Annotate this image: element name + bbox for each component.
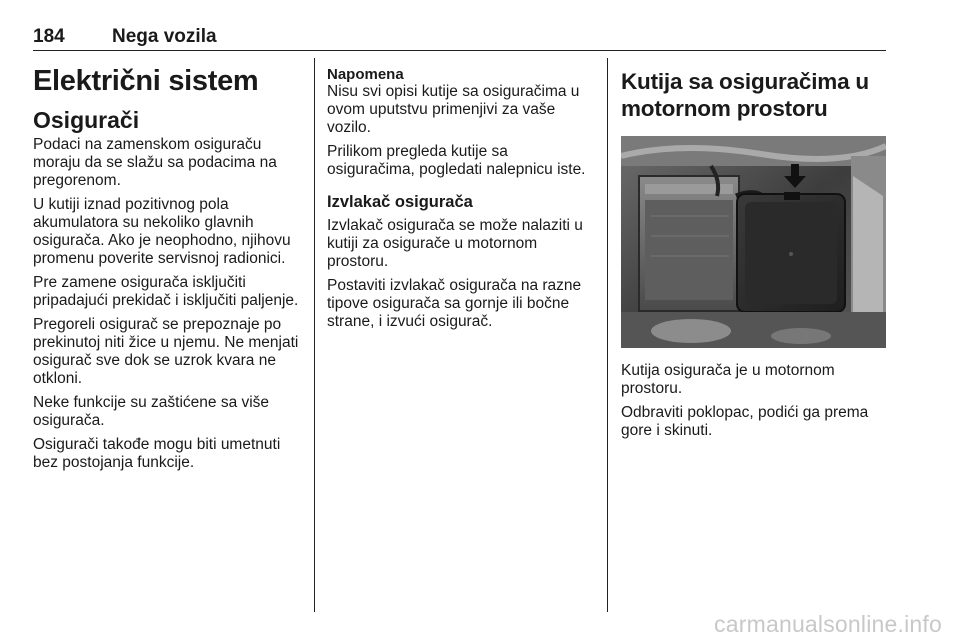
section-title: Električni sistem: [33, 65, 259, 97]
watermark: carmanualsonline.info: [714, 611, 942, 637]
note-paragraph: Prilikom pregleda kutije sa osiguračima, pogledati nalepnicu iste.: [327, 143, 586, 178]
page-header: [33, 26, 886, 48]
column-3: [621, 58, 886, 446]
column-divider-2: [607, 58, 608, 612]
paragraph: Neke funkcije su zaštićene sa više osigurača.: [33, 394, 270, 429]
chapter-title: Nega vozila: [112, 26, 217, 47]
note-paragraph: Nisu svi opisi kutije sa osiguračima u ovom uputstvu primenjivi za vaše vozilo.: [327, 83, 580, 136]
paragraph: Kutija osigurača je u motornom prostoru.: [621, 362, 835, 397]
paragraph: Osigurači takođe mogu biti umetnuti bez postojanja funkcije.: [33, 436, 281, 471]
column-divider-1: [314, 58, 315, 612]
fuses-heading: Osigurači: [33, 107, 140, 133]
paragraph: Podaci na zamenskom osiguraču moraju da se slažu sa podacima na pregorenom.: [33, 136, 277, 189]
note-label: Napomena: [327, 66, 404, 83]
column-2: [327, 58, 597, 337]
page-number: 184: [33, 26, 65, 47]
paragraph: U kutiji iznad pozitivnog pola akumulatora su nekoliko glavnih osigurača. Ako je neophodno, njihovu promenu poverite servisnoj radionici.: [33, 196, 291, 267]
column-1: [33, 58, 303, 478]
paragraph: Izvlakač osigurača se može nalaziti u kutiji za osigurače u motornom prostoru.: [327, 217, 583, 270]
paragraph: Pre zamene osigurača isključiti pripadajući prekidač i isključiti paljenje.: [33, 274, 299, 309]
paragraph: Postaviti izvlakač osigurača na razne tipove osigurača sa gornje ili bočne strane, i izvući osigurač.: [327, 277, 582, 330]
engine-fuse-box-photo: [621, 136, 886, 348]
header-divider: [33, 50, 886, 51]
fuse-extractor-heading: Izvlakač osigurača: [327, 193, 473, 211]
engine-fuse-box-heading: Kutija sa osiguračima u motornom prostoru: [621, 69, 869, 121]
paragraph: Pregoreli osigurač se prepoznaje po prekinutoj niti žice u njemu. Ne menjati osigurač sve dok se uzrok kvara ne otkloni.: [33, 316, 299, 387]
paragraph: Odbraviti poklopac, podići ga prema gore i skinuti.: [621, 404, 869, 439]
